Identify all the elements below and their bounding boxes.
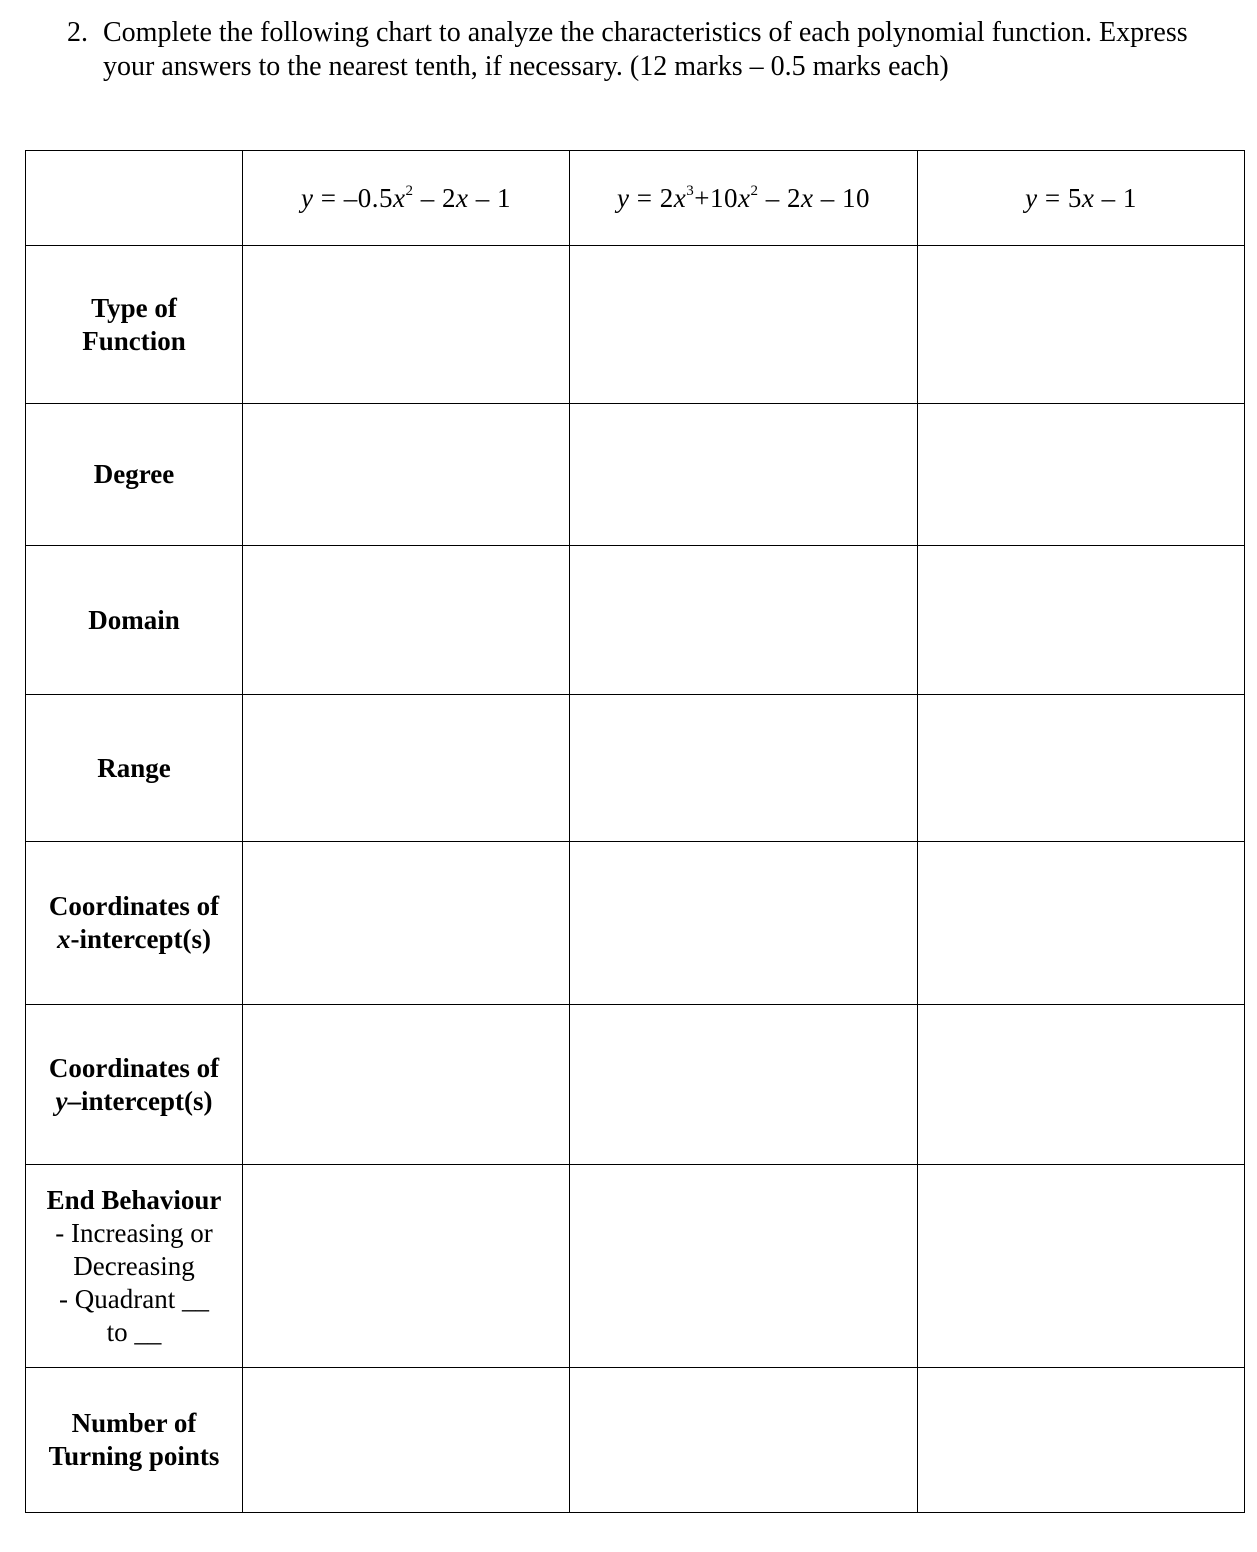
answer-cell[interactable] [918,1165,1245,1368]
formula-variable: x [737,182,751,213]
answer-cell[interactable] [570,546,918,695]
answer-cell[interactable] [918,246,1245,404]
row-label-type-of-function [26,246,243,404]
row-label-y-intercepts [26,1005,243,1165]
formula-variable: y [617,182,630,213]
variable-y: y [55,1085,68,1116]
formula-exponent: 3 [686,182,695,199]
question-number: 2. [67,17,88,48]
answer-cell[interactable] [918,695,1245,842]
polynomial-analysis-table [25,150,1245,1513]
function-header-1: $y = -0.5x^2 - 2x - 1$ [243,151,570,246]
variable-x: x [57,924,71,954]
formula-exponent: 2 [405,182,414,199]
answer-cell[interactable] [243,546,570,695]
label-line [26,1085,242,1118]
label-line [26,923,242,956]
answer-cell[interactable] [918,546,1245,695]
answer-cell[interactable] [918,842,1245,1005]
label-line: - Quadrant __ [59,1283,209,1314]
answer-cell[interactable] [918,1005,1245,1165]
row-turning-points [26,1368,1245,1513]
row-label-x-intercepts [26,842,243,1005]
header-row [26,151,1245,246]
answer-cell[interactable] [570,246,918,404]
formula-exponent: 2 [750,182,759,199]
formula-variable: x [393,182,406,213]
answer-cell[interactable] [243,1165,570,1368]
label-line: to __ [106,1316,162,1347]
answer-cell[interactable] [243,1368,570,1513]
question-line-1 [67,16,1237,50]
label-rest: –intercept(s) [67,1085,213,1116]
answer-cell[interactable] [243,1005,570,1165]
formula-variable: x [800,182,814,213]
label-line: Coordinates of [48,1052,220,1083]
answer-cell[interactable] [243,695,570,842]
label-rest: -intercept(s) [70,924,211,954]
label-line: Decreasing [73,1250,195,1281]
row-type-of-function [26,246,1245,404]
function-header-3: y = 5x – 1 [918,151,1245,246]
answer-cell[interactable] [918,1368,1245,1513]
label-line: End Behaviour [46,1184,222,1215]
formula-variable: x [1081,182,1095,213]
answer-cell[interactable] [243,404,570,546]
label-line: Turning points [48,1441,220,1471]
answer-cell[interactable] [570,1165,918,1368]
function-header-2: $y = 2x^3+10x^2 - 2x - 10$ [570,151,918,246]
question-line-2: your answers to the nearest tenth, if necessary. (12 marks – 0.5 marks each) [103,51,949,82]
row-label-range: Range [26,695,243,842]
answer-cell[interactable] [243,246,570,404]
row-range [26,695,1245,842]
corner-cell [26,151,243,246]
answer-cell[interactable] [243,842,570,1005]
row-label-turning-points [26,1368,243,1513]
formula-variable: y [1025,182,1038,213]
label-line: Number of [71,1408,197,1438]
formula-variable: x [673,182,687,213]
row-domain [26,546,1245,695]
label-line: Function [82,325,186,356]
answer-cell[interactable] [570,695,918,842]
row-label-domain: Domain [26,546,243,695]
formula-variable: y [301,182,314,213]
row-label-degree: Degree [26,404,243,546]
label-line: Coordinates of [48,891,220,921]
label-line: Type of [91,292,177,323]
formula-variable: x [455,182,469,213]
row-x-intercepts [26,842,1245,1005]
answer-cell[interactable] [570,404,918,546]
row-label-end-behaviour [26,1165,243,1368]
answer-cell[interactable] [918,404,1245,546]
answer-cell[interactable] [570,842,918,1005]
question-text [67,16,1237,84]
question-line-1-text: Complete the following chart to analyze the characteristics of each polynomial function. Express [103,17,1188,48]
row-y-intercepts [26,1005,1245,1165]
row-end-behaviour [26,1165,1245,1368]
answer-cell[interactable] [570,1005,918,1165]
row-degree [26,404,1245,546]
answer-cell[interactable] [570,1368,918,1513]
label-line: - Increasing or [55,1217,213,1248]
